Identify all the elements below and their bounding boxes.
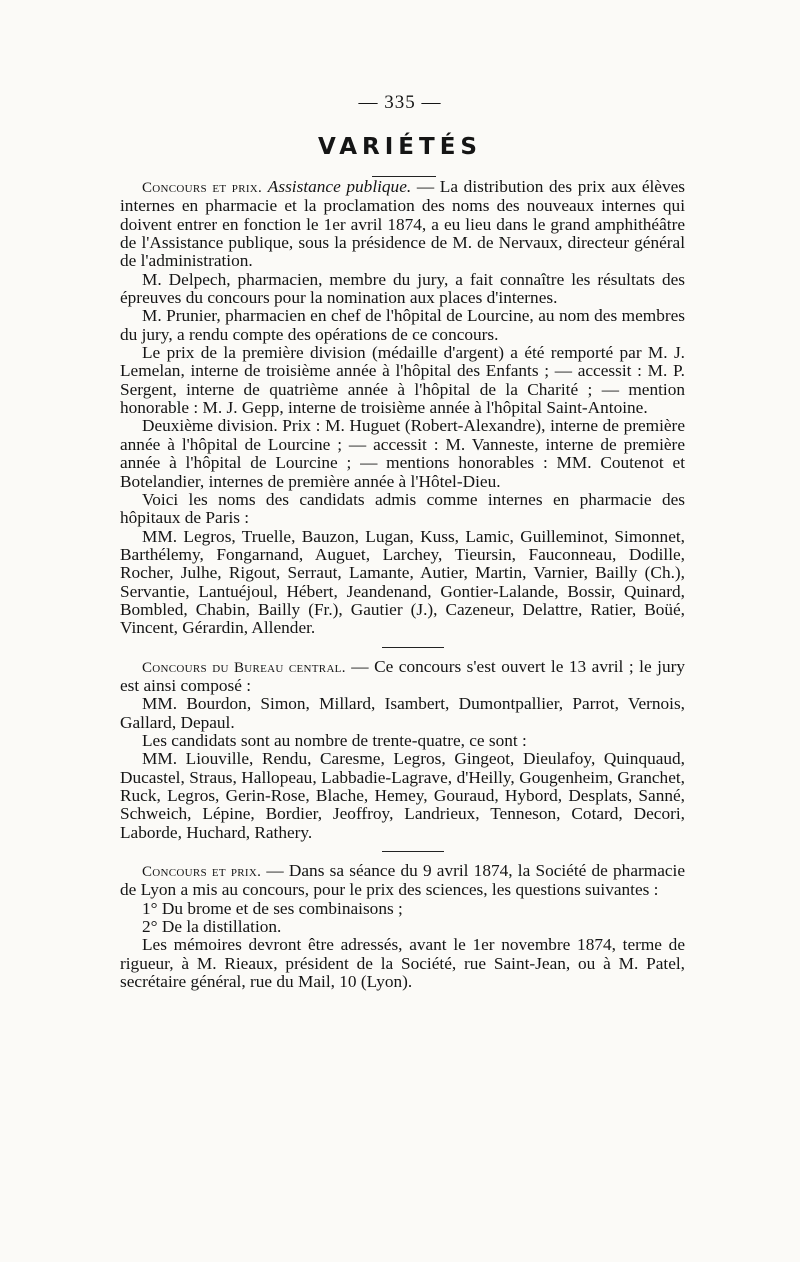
paragraph: Voici les noms des candidats admis comme internes en pharmacie des hôpitaux de Paris :: [120, 489, 685, 528]
paragraph: Le prix de la première division (médaille d'argent) a été remporté par M. J. Lemelan, interne de troisième année à l'hôpital des Enfants ; — accessit : M. P. Sergent, interne de quatrième année à l'hôpital de la Charité ; — mention honorable : M. J. Gepp, interne de troisième année à l'hôpital Saint-Antoine.: [120, 343, 685, 418]
question-item: 2° De la distillation.: [142, 917, 282, 937]
run-in-heading: Concours et prix.: [142, 864, 262, 881]
paragraph-text: — La distribution des prix aux élèves internes en pharmacie et la proclamation des noms des nouveaux internes qui doivent entrer en fonction le 1er avril 1874, a eu lieu dans le grand amphithéâtre de l'Assistance publique, sous la présidence de M. de Nervaux, directeur général de l'administration.: [120, 177, 686, 271]
paragraph-text: — Dans sa séance du 9 avril 1874, la Société de pharmacie de Lyon a mis au concours, pour le prix des sciences, les questions suivantes :: [120, 861, 686, 900]
section-heading: VARIÉTÉS: [318, 134, 482, 160]
section-divider: [120, 638, 685, 658]
names-list: MM. Legros, Truelle, Bauzon, Lugan, Kuss, Lamic, Guilleminot, Simonnet, Barthélemy, Fongarnand, Auguet, Larchey, Tieursin, Fauconneau, Dodille, Rocher, Julhe, Rigout, Serraut, Lamante, Autier, Martin, Varnier, Bailly (Ch.), Servantie, Lantuéjoul, Hébert, Jeandenand, Gontier-Lalande, Bossir, Quinard, Bombled, Chabin, Bailly (Fr.), Gautier (J.), Cazeneur, Delattre, Ratier, Boüé, Vincent, Gérardin, Allender.: [120, 526, 685, 638]
run-in-heading: Concours du Bureau central.: [142, 659, 346, 676]
names-list: MM. Liouville, Rendu, Caresme, Legros, Gingeot, Dieulafoy, Quinquaud, Ducastel, Straus, Hallopeau, Labbadie-Lagrave, d'Heilly, Gougenheim, Granchet, Ruck, Legros, Gerin-Rose, Blache, Hemey, Gouraud, Hybord, Desplats, Sanné, Schweich, Lépine, Bordier, Jeoffroy, Landrieux, Tenneson, Cotard, Decori, Laborde, Huchard, Rathery.: [120, 749, 685, 842]
paragraph: Deuxième division. Prix : M. Huguet (Robert-Alexandre), interne de première année à l'hôpital de Lourcine ; — accessit : M. Vanneste, interne de première année à l'hôpital de Lourcine ; — mentions honorables : MM. Coutenot et Botelandier, internes de première année à l'Hôtel-Dieu.: [120, 416, 685, 491]
question-item: 1° Du brome et de ses combinaisons ;: [142, 898, 403, 918]
paragraph-text: — Ce concours s'est ouvert le 13 avril ; le jury est ainsi composé :: [120, 656, 686, 695]
run-in-heading: Concours et prix.: [142, 180, 263, 196]
paragraph: M. Delpech, pharmacien, membre du jury, a fait connaître les résultats des épreuves du concours pour la nomination aux places d'internes.: [120, 269, 685, 308]
section-divider: [120, 842, 685, 862]
page-number: — 335 —: [358, 92, 442, 113]
paragraph: [120, 862, 685, 900]
subject-italic: Assistance publique.: [267, 177, 412, 196]
names-list: MM. Bourdon, Simon, Millard, Isambert, Dumontpallier, Parrot, Vernois, Gallard, Depaul.: [120, 694, 685, 732]
paragraph: [120, 658, 685, 696]
paragraph: M. Prunier, pharmacien en chef de l'hôpital de Lourcine, au nom des membres du jury, a rendu compte des opérations de ce concours.: [120, 306, 685, 344]
paragraph: Les mémoires devront être adressés, avant le 1er novembre 1874, terme de rigueur, à M. Rieaux, président de la Société, rue Saint-Jean, ou à M. Patel, secrétaire général, rue du Mail, 10 (Lyon).: [120, 935, 685, 992]
paragraph: [120, 178, 685, 271]
article-body: [120, 178, 685, 991]
paragraph: Les candidats sont au nombre de trente-quatre, ce sont :: [142, 730, 527, 750]
